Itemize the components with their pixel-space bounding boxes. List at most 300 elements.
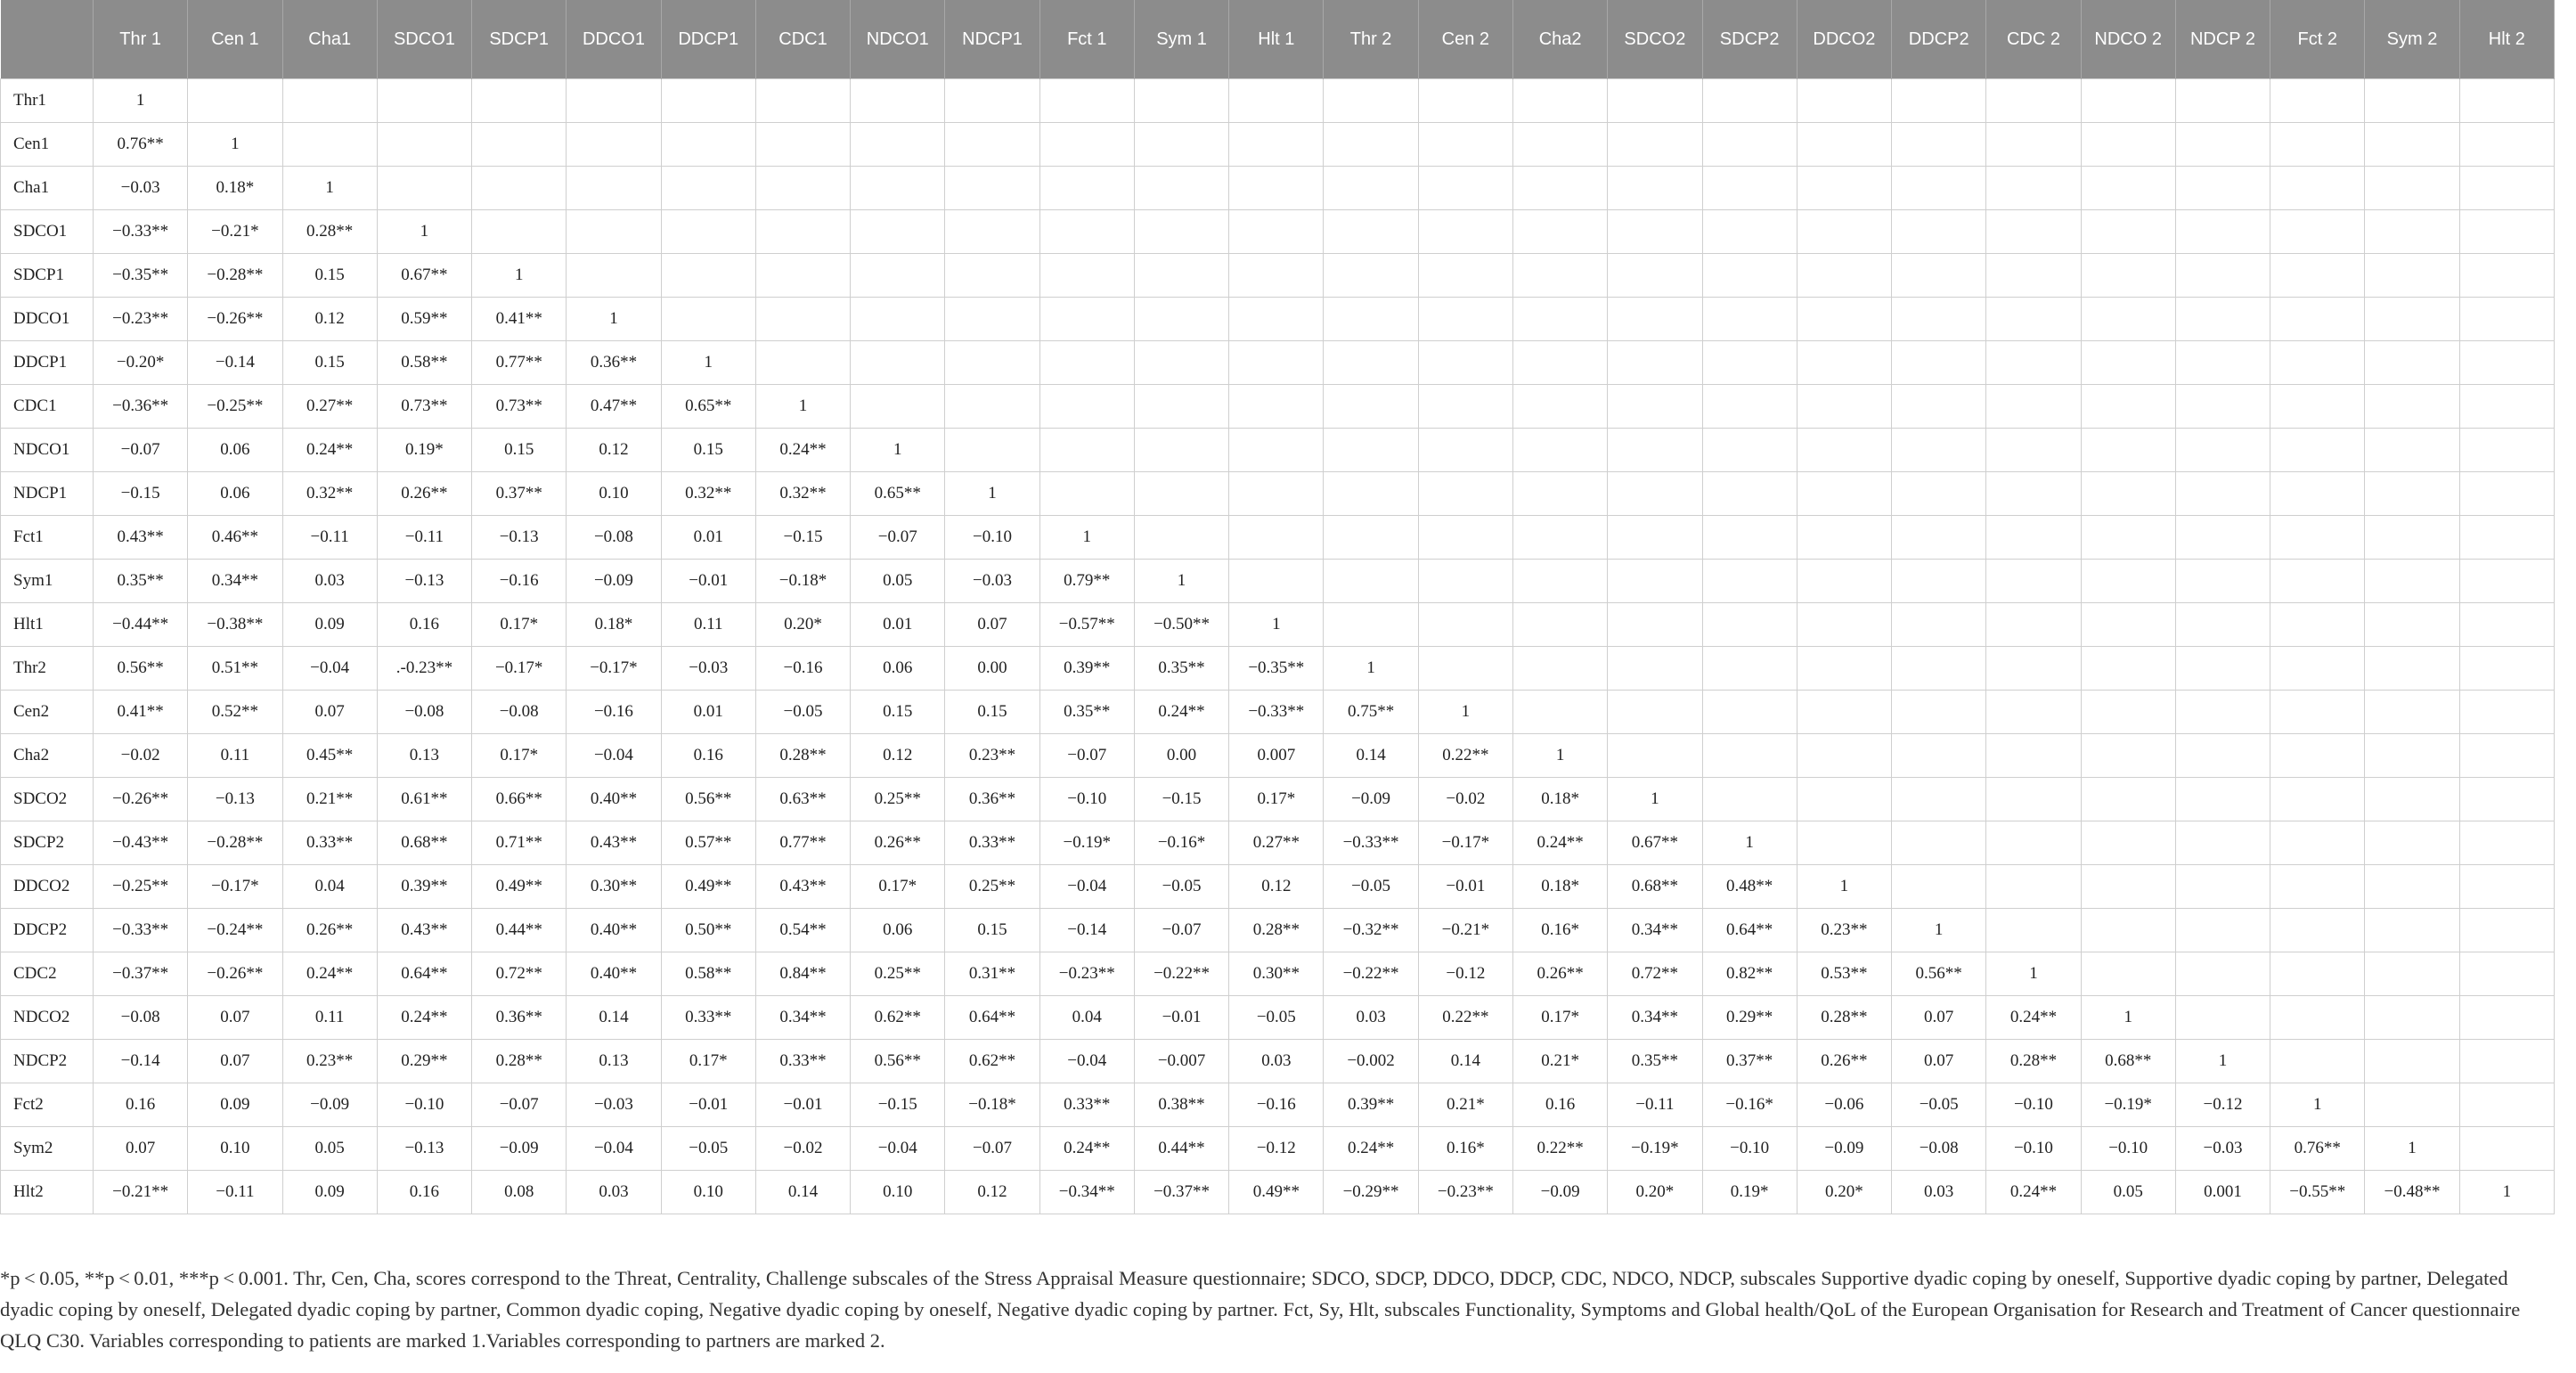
table-cell: 0.05 bbox=[851, 560, 945, 603]
table-cell bbox=[1134, 341, 1228, 385]
table-cell: 0.03 bbox=[282, 560, 377, 603]
table-cell: 0.12 bbox=[945, 1171, 1039, 1214]
table-cell bbox=[1702, 603, 1797, 647]
table-cell bbox=[2459, 734, 2554, 778]
table-cell bbox=[1134, 210, 1228, 254]
table-cell bbox=[1324, 341, 1418, 385]
table-cell bbox=[1039, 79, 1134, 123]
table-cell bbox=[1986, 79, 2081, 123]
table-cell bbox=[755, 254, 850, 298]
table-cell bbox=[1039, 167, 1134, 210]
table-cell: 0.41** bbox=[472, 298, 567, 341]
column-header: NDCP 2 bbox=[2175, 0, 2270, 79]
table-cell bbox=[1797, 560, 1891, 603]
table-cell bbox=[945, 123, 1039, 167]
table-cell bbox=[1892, 865, 1986, 909]
table-cell bbox=[1892, 167, 1986, 210]
table-cell bbox=[1512, 298, 1607, 341]
table-row bbox=[1, 647, 2555, 691]
table-cell bbox=[1702, 560, 1797, 603]
table-cell: 0.77** bbox=[472, 341, 567, 385]
table-cell bbox=[661, 79, 755, 123]
table-cell: −0.25** bbox=[94, 865, 188, 909]
table-cell bbox=[1986, 123, 2081, 167]
table-cell: 0.16 bbox=[377, 603, 471, 647]
table-cell: −0.07 bbox=[472, 1083, 567, 1127]
table-cell bbox=[2365, 603, 2459, 647]
table-cell bbox=[1134, 123, 1228, 167]
table-cell bbox=[1229, 167, 1324, 210]
table-cell bbox=[2459, 298, 2554, 341]
table-cell: −0.09 bbox=[567, 560, 661, 603]
table-cell bbox=[2365, 167, 2459, 210]
table-cell: 0.28** bbox=[1797, 996, 1891, 1040]
table-cell bbox=[2365, 298, 2459, 341]
table-cell: 0.07 bbox=[1892, 996, 1986, 1040]
table-cell bbox=[2081, 865, 2175, 909]
table-cell bbox=[1229, 516, 1324, 560]
table-cell bbox=[472, 210, 567, 254]
table-cell bbox=[567, 210, 661, 254]
table-cell bbox=[2175, 472, 2270, 516]
table-cell: 0.29** bbox=[377, 1040, 471, 1083]
table-cell bbox=[1512, 341, 1607, 385]
table-cell: 0.24** bbox=[755, 429, 850, 472]
table-cell bbox=[2270, 1040, 2365, 1083]
row-label: NDCO2 bbox=[1, 996, 94, 1040]
column-header: DDCO2 bbox=[1797, 0, 1891, 79]
table-cell bbox=[1986, 167, 2081, 210]
table-row bbox=[1, 952, 2555, 996]
table-cell: −0.26** bbox=[188, 952, 282, 996]
table-cell: 0.24** bbox=[1986, 996, 2081, 1040]
table-cell: 0.29** bbox=[1702, 996, 1797, 1040]
table-cell: 0.17* bbox=[661, 1040, 755, 1083]
table-cell bbox=[1892, 472, 1986, 516]
table-cell: −0.19* bbox=[1039, 821, 1134, 865]
table-cell bbox=[1418, 603, 1512, 647]
table-cell: 0.77** bbox=[755, 821, 850, 865]
row-label: SDCO1 bbox=[1, 210, 94, 254]
table-cell: −0.50** bbox=[1134, 603, 1228, 647]
table-cell: 1 bbox=[1134, 560, 1228, 603]
table-cell: 0.007 bbox=[1229, 734, 1324, 778]
table-cell: 1 bbox=[1418, 691, 1512, 734]
table-cell: 0.39** bbox=[1039, 647, 1134, 691]
table-row bbox=[1, 821, 2555, 865]
table-row bbox=[1, 298, 2555, 341]
table-cell: 0.03 bbox=[1229, 1040, 1324, 1083]
table-cell: −0.44** bbox=[94, 603, 188, 647]
table-cell: 0.18* bbox=[188, 167, 282, 210]
table-cell: 0.51** bbox=[188, 647, 282, 691]
table-cell: 0.24** bbox=[1324, 1127, 1418, 1171]
table-cell: 0.34** bbox=[755, 996, 850, 1040]
table-cell bbox=[2270, 734, 2365, 778]
table-cell: 0.14 bbox=[567, 996, 661, 1040]
table-cell: −0.22** bbox=[1324, 952, 1418, 996]
table-cell: −0.33** bbox=[94, 210, 188, 254]
table-row bbox=[1, 734, 2555, 778]
table-cell bbox=[1418, 472, 1512, 516]
table-cell bbox=[2459, 647, 2554, 691]
table-cell: 1 bbox=[1039, 516, 1134, 560]
table-cell bbox=[2459, 1083, 2554, 1127]
table-cell: 0.12 bbox=[567, 429, 661, 472]
table-cell bbox=[1608, 210, 1702, 254]
table-cell: 0.18* bbox=[567, 603, 661, 647]
table-row bbox=[1, 1083, 2555, 1127]
table-cell: 0.72** bbox=[1608, 952, 1702, 996]
table-row bbox=[1, 603, 2555, 647]
table-cell bbox=[2175, 516, 2270, 560]
column-header: NDCP1 bbox=[945, 0, 1039, 79]
table-cell: 1 bbox=[1892, 909, 1986, 952]
table-cell bbox=[2081, 210, 2175, 254]
table-cell bbox=[2175, 210, 2270, 254]
table-cell bbox=[1702, 734, 1797, 778]
table-cell bbox=[1892, 79, 1986, 123]
table-cell: 0.05 bbox=[2081, 1171, 2175, 1214]
row-label: Cha1 bbox=[1, 167, 94, 210]
table-cell bbox=[1418, 429, 1512, 472]
table-cell: 0.21* bbox=[1512, 1040, 1607, 1083]
table-cell: 0.23** bbox=[1797, 909, 1891, 952]
table-cell: 0.10 bbox=[661, 1171, 755, 1214]
table-cell: −0.08 bbox=[377, 691, 471, 734]
table-cell: −0.12 bbox=[1229, 1127, 1324, 1171]
column-header: Sym 2 bbox=[2365, 0, 2459, 79]
table-cell bbox=[2365, 429, 2459, 472]
table-cell: 0.24** bbox=[1134, 691, 1228, 734]
table-cell: 0.54** bbox=[755, 909, 850, 952]
table-cell bbox=[2270, 210, 2365, 254]
table-cell: 0.26** bbox=[282, 909, 377, 952]
table-cell bbox=[377, 167, 471, 210]
column-header: SDCP2 bbox=[1702, 0, 1797, 79]
table-cell: 0.45** bbox=[282, 734, 377, 778]
table-cell bbox=[1324, 560, 1418, 603]
table-cell bbox=[1608, 603, 1702, 647]
table-cell bbox=[1797, 691, 1891, 734]
table-cell: 0.33** bbox=[945, 821, 1039, 865]
table-cell bbox=[567, 254, 661, 298]
row-label: SDCP1 bbox=[1, 254, 94, 298]
table-cell bbox=[2365, 952, 2459, 996]
table-cell: −0.002 bbox=[1324, 1040, 1418, 1083]
table-cell bbox=[2365, 865, 2459, 909]
table-cell: −0.17* bbox=[1418, 821, 1512, 865]
table-cell: −0.17* bbox=[472, 647, 567, 691]
table-cell bbox=[1892, 603, 1986, 647]
table-row bbox=[1, 123, 2555, 167]
table-cell bbox=[2175, 821, 2270, 865]
table-cell: 0.47** bbox=[567, 385, 661, 429]
table-cell: −0.21* bbox=[188, 210, 282, 254]
table-cell: 0.44** bbox=[472, 909, 567, 952]
table-cell: 0.82** bbox=[1702, 952, 1797, 996]
table-cell: 0.001 bbox=[2175, 1171, 2270, 1214]
table-cell: −0.17* bbox=[567, 647, 661, 691]
table-cell: −0.26** bbox=[188, 298, 282, 341]
table-cell bbox=[1039, 385, 1134, 429]
table-cell: 0.24** bbox=[282, 429, 377, 472]
table-cell: 0.43** bbox=[755, 865, 850, 909]
table-cell: 0.07 bbox=[188, 1040, 282, 1083]
table-cell: −0.12 bbox=[1418, 952, 1512, 996]
table-cell: 0.49** bbox=[472, 865, 567, 909]
table-cell: −0.35** bbox=[1229, 647, 1324, 691]
table-cell bbox=[1039, 298, 1134, 341]
table-cell bbox=[2365, 647, 2459, 691]
table-cell bbox=[1986, 909, 2081, 952]
table-cell: 0.06 bbox=[188, 429, 282, 472]
table-cell bbox=[1039, 210, 1134, 254]
table-cell bbox=[1324, 472, 1418, 516]
table-cell bbox=[1892, 210, 1986, 254]
table-cell: −0.14 bbox=[94, 1040, 188, 1083]
table-cell: 0.22** bbox=[1512, 1127, 1607, 1171]
table-cell bbox=[1608, 429, 1702, 472]
table-cell bbox=[1702, 298, 1797, 341]
table-cell: 0.50** bbox=[661, 909, 755, 952]
column-header: SDCP1 bbox=[472, 0, 567, 79]
table-cell: 0.20* bbox=[1797, 1171, 1891, 1214]
table-cell bbox=[1797, 210, 1891, 254]
table-cell bbox=[2459, 516, 2554, 560]
table-cell bbox=[2081, 385, 2175, 429]
table-cell: −0.07 bbox=[94, 429, 188, 472]
table-cell bbox=[1892, 821, 1986, 865]
table-cell bbox=[1892, 254, 1986, 298]
table-cell: 0.17* bbox=[472, 603, 567, 647]
table-cell: 0.35** bbox=[1134, 647, 1228, 691]
table-cell: −0.09 bbox=[1324, 778, 1418, 821]
table-cell: −0.55** bbox=[2270, 1171, 2365, 1214]
table-cell bbox=[2081, 516, 2175, 560]
table-cell bbox=[1892, 385, 1986, 429]
table-cell: 0.49** bbox=[661, 865, 755, 909]
table-cell: 1 bbox=[377, 210, 471, 254]
table-cell bbox=[1797, 429, 1891, 472]
table-cell: 0.53** bbox=[1797, 952, 1891, 996]
table-cell: −0.10 bbox=[1986, 1127, 2081, 1171]
table-cell: 0.20* bbox=[755, 603, 850, 647]
table-cell bbox=[2365, 254, 2459, 298]
table-cell: −0.16* bbox=[1134, 821, 1228, 865]
table-cell bbox=[1039, 472, 1134, 516]
column-header: CDC1 bbox=[755, 0, 850, 79]
table-cell: 0.35** bbox=[1039, 691, 1134, 734]
table-cell bbox=[1418, 385, 1512, 429]
table-cell bbox=[2081, 341, 2175, 385]
table-cell bbox=[1134, 167, 1228, 210]
table-cell bbox=[1512, 691, 1607, 734]
table-cell: −0.05 bbox=[1324, 865, 1418, 909]
table-cell: −0.36** bbox=[94, 385, 188, 429]
table-cell bbox=[945, 79, 1039, 123]
table-cell bbox=[1702, 429, 1797, 472]
table-cell: 0.67** bbox=[377, 254, 471, 298]
table-cell: 0.28** bbox=[1229, 909, 1324, 952]
table-cell bbox=[1797, 821, 1891, 865]
row-label: Hlt1 bbox=[1, 603, 94, 647]
table-cell bbox=[1702, 385, 1797, 429]
row-label: SDCO2 bbox=[1, 778, 94, 821]
table-row bbox=[1, 778, 2555, 821]
table-cell: −0.21** bbox=[94, 1171, 188, 1214]
table-cell bbox=[1986, 429, 2081, 472]
table-cell bbox=[755, 298, 850, 341]
table-cell: 0.79** bbox=[1039, 560, 1134, 603]
table-cell bbox=[1986, 865, 2081, 909]
table-cell bbox=[2365, 734, 2459, 778]
table-cell bbox=[567, 123, 661, 167]
column-header: SDCO2 bbox=[1608, 0, 1702, 79]
table-cell: −0.10 bbox=[377, 1083, 471, 1127]
table-cell: 0.36** bbox=[567, 341, 661, 385]
table-cell bbox=[1986, 516, 2081, 560]
table-cell bbox=[2081, 254, 2175, 298]
row-label: Thr2 bbox=[1, 647, 94, 691]
table-cell bbox=[2081, 691, 2175, 734]
table-cell: −0.19* bbox=[1608, 1127, 1702, 1171]
table-cell: 1 bbox=[188, 123, 282, 167]
row-label: Cen2 bbox=[1, 691, 94, 734]
table-cell bbox=[1512, 472, 1607, 516]
table-cell: −0.16 bbox=[567, 691, 661, 734]
table-cell bbox=[1986, 821, 2081, 865]
table-cell: 0.43** bbox=[377, 909, 471, 952]
table-cell bbox=[2459, 865, 2554, 909]
table-cell: −0.05 bbox=[1229, 996, 1324, 1040]
table-cell bbox=[2175, 603, 2270, 647]
table-cell bbox=[1134, 472, 1228, 516]
table-cell bbox=[1986, 778, 2081, 821]
table-cell: −0.28** bbox=[188, 821, 282, 865]
table-cell bbox=[1324, 298, 1418, 341]
table-cell bbox=[1324, 516, 1418, 560]
table-cell bbox=[2459, 821, 2554, 865]
table-cell bbox=[2459, 210, 2554, 254]
table-cell bbox=[1797, 167, 1891, 210]
table-cell: 0.15 bbox=[472, 429, 567, 472]
table-cell: −0.09 bbox=[1797, 1127, 1891, 1171]
table-cell bbox=[1608, 254, 1702, 298]
table-cell bbox=[2081, 647, 2175, 691]
table-cell bbox=[2270, 254, 2365, 298]
table-cell bbox=[2459, 385, 2554, 429]
table-cell: −0.16 bbox=[472, 560, 567, 603]
table-cell: 0.27** bbox=[1229, 821, 1324, 865]
table-cell: 0.19* bbox=[377, 429, 471, 472]
table-cell: −0.01 bbox=[661, 560, 755, 603]
table-cell bbox=[851, 167, 945, 210]
table-cell bbox=[1418, 123, 1512, 167]
table-cell bbox=[1702, 647, 1797, 691]
table-cell: −0.48** bbox=[2365, 1171, 2459, 1214]
table-cell bbox=[567, 79, 661, 123]
table-cell: −0.19* bbox=[2081, 1083, 2175, 1127]
column-header: NDCO1 bbox=[851, 0, 945, 79]
table-cell bbox=[1134, 385, 1228, 429]
table-cell: 0.10 bbox=[188, 1127, 282, 1171]
table-cell: −0.23** bbox=[1418, 1171, 1512, 1214]
table-row bbox=[1, 210, 2555, 254]
table-cell bbox=[1608, 734, 1702, 778]
table-cell: 0.24** bbox=[377, 996, 471, 1040]
table-cell: −0.13 bbox=[377, 560, 471, 603]
table-cell: 1 bbox=[2365, 1127, 2459, 1171]
table-cell: 0.09 bbox=[282, 1171, 377, 1214]
table-cell bbox=[2365, 778, 2459, 821]
table-cell bbox=[1608, 560, 1702, 603]
table-cell bbox=[945, 385, 1039, 429]
table-cell bbox=[1986, 210, 2081, 254]
table-cell bbox=[2081, 429, 2175, 472]
table-cell bbox=[2175, 952, 2270, 996]
table-row bbox=[1, 865, 2555, 909]
table-cell bbox=[2175, 647, 2270, 691]
table-cell: −0.17* bbox=[188, 865, 282, 909]
table-cell: 0.46** bbox=[188, 516, 282, 560]
table-cell: −0.04 bbox=[851, 1127, 945, 1171]
table-cell bbox=[1892, 734, 1986, 778]
table-cell: 0.26** bbox=[377, 472, 471, 516]
table-cell: 0.48** bbox=[1702, 865, 1797, 909]
table-cell: 1 bbox=[2081, 996, 2175, 1040]
table-cell: 0.64** bbox=[1702, 909, 1797, 952]
table-cell: 0.56** bbox=[1892, 952, 1986, 996]
table-cell bbox=[1324, 210, 1418, 254]
table-cell: 0.43** bbox=[94, 516, 188, 560]
table-cell bbox=[1797, 734, 1891, 778]
table-cell bbox=[945, 210, 1039, 254]
table-cell bbox=[2459, 691, 2554, 734]
table-cell bbox=[1797, 123, 1891, 167]
table-cell: 1 bbox=[851, 429, 945, 472]
table-cell bbox=[1702, 472, 1797, 516]
table-cell: −0.20* bbox=[94, 341, 188, 385]
column-header: Fct 1 bbox=[1039, 0, 1134, 79]
table-cell bbox=[2175, 254, 2270, 298]
table-cell bbox=[1702, 167, 1797, 210]
table-cell bbox=[1797, 298, 1891, 341]
table-cell bbox=[1892, 647, 1986, 691]
table-cell bbox=[1512, 516, 1607, 560]
table-cell: 0.01 bbox=[661, 516, 755, 560]
table-cell bbox=[1324, 79, 1418, 123]
table-cell: 0.08 bbox=[472, 1171, 567, 1214]
table-cell: −0.03 bbox=[2175, 1127, 2270, 1171]
table-cell: 0.24** bbox=[1986, 1171, 2081, 1214]
table-cell bbox=[1512, 167, 1607, 210]
table-cell bbox=[755, 79, 850, 123]
table-cell bbox=[2270, 123, 2365, 167]
table-cell bbox=[2081, 734, 2175, 778]
table-cell bbox=[1892, 691, 1986, 734]
table-cell bbox=[1892, 560, 1986, 603]
table-cell: 0.24** bbox=[1512, 821, 1607, 865]
table-cell: 0.56** bbox=[94, 647, 188, 691]
row-label: DDCP2 bbox=[1, 909, 94, 952]
table-cell bbox=[472, 79, 567, 123]
table-cell: 0.33** bbox=[661, 996, 755, 1040]
table-cell bbox=[945, 429, 1039, 472]
table-cell: −0.34** bbox=[1039, 1171, 1134, 1214]
table-row bbox=[1, 516, 2555, 560]
table-cell bbox=[1512, 560, 1607, 603]
